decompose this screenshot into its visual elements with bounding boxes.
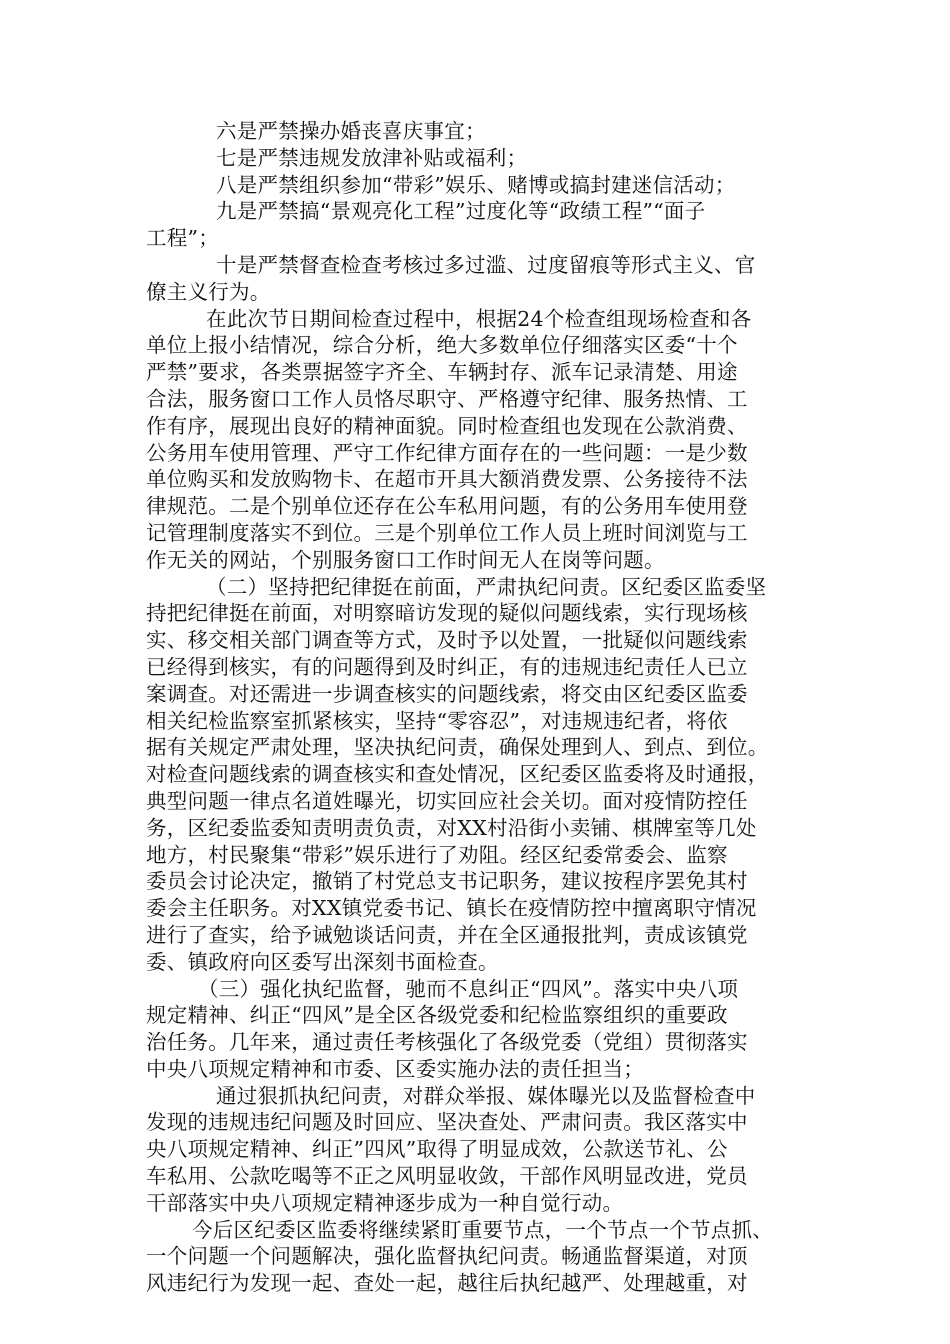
- text-line: 相关纪检监察室抓紧核实，坚持“零容忍”，对违规违纪者，将依: [146, 708, 728, 733]
- text-line: 单位上报小结情况，综合分析，绝大多数单位仔细落实区委“十个: [146, 333, 738, 358]
- text-line: 合法，服务窗口工作人员恪尽职守、严格遵守纪律、服务热情、工: [146, 386, 748, 411]
- text-line: 对检查问题线索的调查核实和查处情况，区纪委区监委将及时通报，: [146, 762, 769, 787]
- text-line: 单位购买和发放购物卡、在超市开具大额消费发票、公务接待不法: [146, 467, 748, 492]
- text-line: 九是严禁搞“景观亮化工程”过度化等“政绩工程”“面子: [216, 199, 706, 224]
- text-line: 风违纪行为发现一起、查处一起，越往后执纪越严、处理越重，对: [146, 1271, 748, 1296]
- text-line: 通过狠抓执纪问责，对群众举报、媒体曝光以及监督检查中: [216, 1083, 756, 1108]
- text-line: 律规范。二是个别单位还存在公车私用问题，有的公务用车使用登: [146, 494, 748, 519]
- text-line: 六是严禁操办婚丧喜庆事宜；: [216, 119, 486, 143]
- document-body: [146, 118, 816, 1297]
- text-line: 今后区纪委区监委将继续紧盯重要节点，一个节点一个节点抓、: [192, 1217, 773, 1242]
- text-line: 八是严禁组织参加“带彩”娱乐、赌博或搞封建迷信活动；: [216, 172, 736, 197]
- text-line: 十是严禁督查检查考核过多过滥、过度留痕等形式主义、官: [216, 252, 756, 277]
- text-line: 据有关规定严肃处理，坚决执纪问责，确保处理到人、到点、到位。: [146, 735, 769, 760]
- text-line: 委员会讨论决定，撤销了村党总支书记职务，建议按程序罢免其村: [146, 869, 748, 894]
- text-line: 务，区纪委监委知责明责负责，对XX村沿街小卖铺、棋牌室等几处: [146, 815, 757, 840]
- text-line: 工程”；: [146, 226, 219, 251]
- text-line: 案调查。对还需进一步调查核实的问题线索，将交由区纪委区监委: [146, 681, 748, 706]
- text-line: 在此次节日期间检查过程中，根据24个检查组现场检查和各: [206, 306, 752, 331]
- text-line: 治任务。几年来，通过责任考核强化了各级党委（党组）贯彻落实: [146, 1030, 748, 1055]
- text-line: 车私用、公款吃喝等不正之风明显收敛，干部作风明显改进，党员: [146, 1164, 748, 1189]
- text-line: 实、移交相关部门调查等方式，及时予以处置，一批疑似问题线索: [146, 628, 748, 653]
- text-line: 七是严禁违规发放津补贴或福利；: [216, 145, 528, 170]
- text-line: 作无关的网站，个别服务窗口工作时间无人在岗等问题。: [146, 547, 665, 572]
- text-line: 委、镇政府向区委写出深刻书面检查。: [146, 949, 499, 974]
- text-line: （二）坚持把纪律挺在前面，严肃执纪问责。区纪委区监委坚: [206, 574, 767, 599]
- text-line: 记管理制度落实不到位。三是个别单位工作人员上班时间浏览与工: [146, 520, 748, 545]
- text-line: 僚主义行为。: [146, 279, 271, 304]
- text-line: 一个问题一个问题解决，强化监督执纪问责。畅通监督渠道，对顶: [146, 1244, 748, 1269]
- text-line: 地方，村民聚集“带彩”娱乐进行了劝阻。经区纪委常委会、监察: [146, 842, 728, 867]
- text-line: 中央八项规定精神和市委、区委实施办法的责任担当；: [146, 1056, 644, 1081]
- text-line: 央八项规定精神、纠正”四风”取得了明显成效，公款送节礼、公: [146, 1137, 728, 1162]
- text-line: 持把纪律挺在前面，对明察暗访发现的疑似问题线索，实行现场核: [146, 601, 748, 626]
- text-line: 发现的违规违纪问题及时回应、坚决查处、严肃问责。我区落实中: [146, 1110, 748, 1135]
- text-line: 进行了查实，给予诫勉谈话问责，并在全区通报批判，责成该镇党: [146, 922, 748, 947]
- text-line: 作有序，展现出良好的精神面貌。同时检查组也发现在公款消费、: [146, 413, 748, 438]
- text-line: 已经得到核实，有的问题得到及时纠正，有的违规违纪责任人已立: [146, 654, 748, 679]
- text-line: 公务用车使用管理、严守工作纪律方面存在的一些问题：一是少数: [146, 440, 748, 465]
- text-line: 委会主任职务。对XX镇党委书记、镇长在疫情防控中擅离职守情况: [146, 896, 757, 921]
- text-line: 典型问题一律点名道姓曝光，切实回应社会关切。面对疫情防控任: [146, 788, 748, 813]
- text-line: （三）强化执纪监督，驰而不息纠正“四风”。落实中央八项: [198, 976, 739, 1001]
- text-line: 干部落实中央八项规定精神逐步成为一种自觉行动。: [146, 1190, 624, 1215]
- text-line: 规定精神、纠正“四风”是全区各级党委和纪检监察组织的重要政: [146, 1003, 728, 1028]
- text-line: 严禁”要求，各类票据签字齐全、车辆封存、派车记录清楚、用途: [146, 360, 738, 385]
